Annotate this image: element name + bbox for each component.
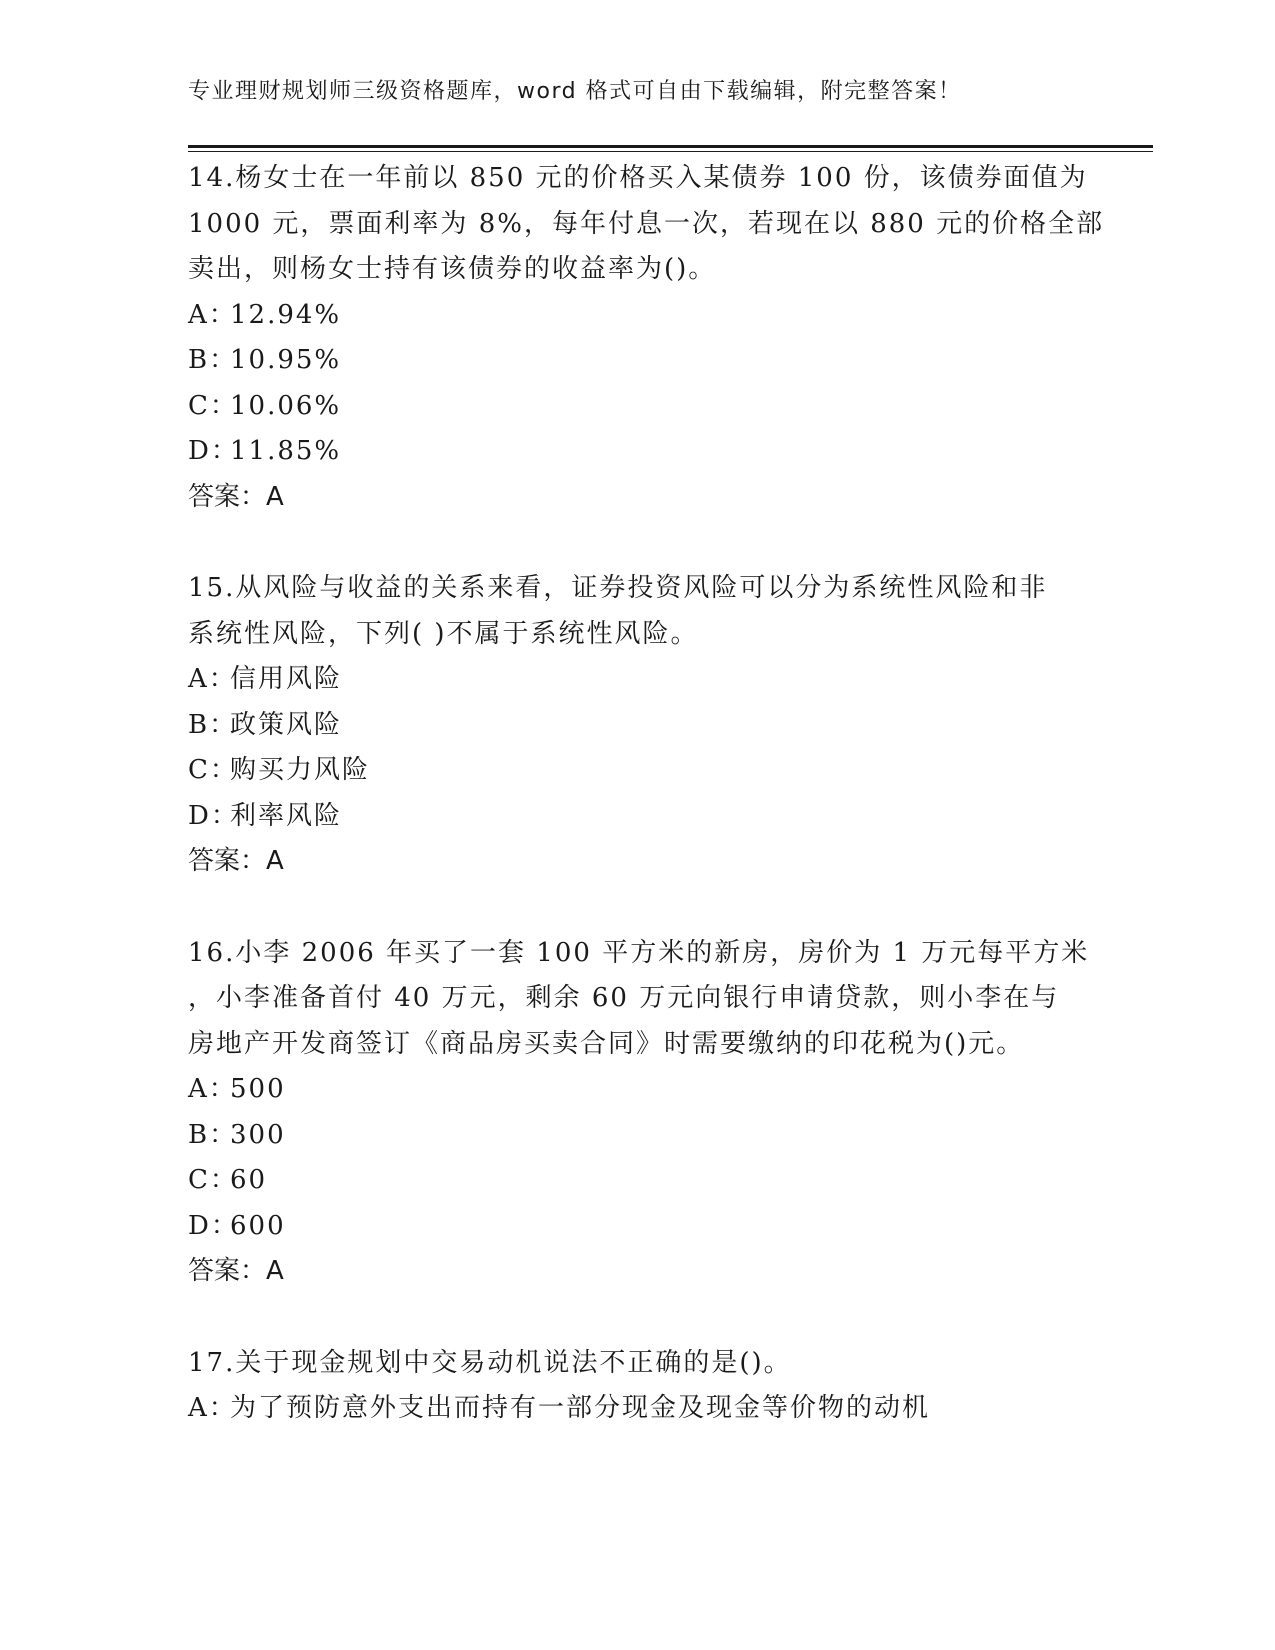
option-letter: B： bbox=[188, 709, 238, 740]
option-letter: A： bbox=[188, 1393, 237, 1423]
option-text: 10.95% bbox=[230, 345, 342, 375]
question-stem-line: 15.从风险与收益的关系来看，证券投资风险可以分为系统性风险和非 bbox=[188, 573, 1048, 603]
question-stem-line: 卖出，则杨女士持有该债券的收益率为()。 bbox=[188, 254, 717, 284]
option-text: 60 bbox=[230, 1165, 268, 1195]
option-text: 12.94% bbox=[230, 299, 342, 330]
option-text: 政策风险 bbox=[230, 709, 343, 740]
question-stem-line: ，小李准备首付 40 万元，剩余 60 万元向银行申请贷款，则小李在与 bbox=[188, 983, 1060, 1013]
option-letter: D： bbox=[188, 1210, 239, 1241]
option-letter: A： bbox=[188, 299, 237, 330]
answer-line: 答案：A bbox=[188, 1256, 284, 1286]
option-text: 11.85% bbox=[230, 436, 342, 466]
option-letter: A： bbox=[188, 1074, 237, 1104]
option-text: 利率风险 bbox=[230, 800, 343, 831]
option-b bbox=[188, 703, 1088, 749]
option-d bbox=[188, 1204, 1088, 1250]
option-d bbox=[188, 429, 1088, 475]
header-divider-thick bbox=[188, 145, 1153, 148]
option-letter: D： bbox=[188, 800, 239, 831]
answer-line: 答案：A bbox=[188, 481, 284, 512]
question-stem-line: 1000 元，票面利率为 8%，每年付息一次，若现在以 880 元的价格全部 bbox=[188, 208, 1105, 239]
header-divider-thin bbox=[188, 151, 1153, 152]
question-list bbox=[188, 156, 1105, 1478]
question-stem-line: 17.关于现金规划中交易动机说法不正确的是()。 bbox=[188, 1347, 792, 1378]
option-letter: B： bbox=[188, 1119, 238, 1150]
answer-line: 答案：A bbox=[188, 846, 284, 876]
question-16 bbox=[188, 931, 1088, 1295]
option-a bbox=[188, 1386, 1088, 1432]
option-letter: B： bbox=[188, 345, 238, 375]
question-stem-line: 16.小李 2006 年买了一套 100 平方米的新房，房价为 1 万元每平方米 bbox=[188, 937, 1090, 968]
question-stem-line: 系统性风险，下列( )不属于系统性风险。 bbox=[188, 618, 699, 649]
question-17 bbox=[188, 1341, 1088, 1432]
option-a bbox=[188, 657, 1088, 703]
option-text: 500 bbox=[230, 1074, 286, 1104]
option-text: 10.06% bbox=[230, 390, 342, 421]
option-c bbox=[188, 1158, 1088, 1204]
question-15 bbox=[188, 566, 1088, 885]
option-text: 300 bbox=[230, 1119, 286, 1150]
option-c bbox=[188, 748, 1088, 794]
page-header: 专业理财规划师三级资格题库，word 格式可自由下载编辑，附完整答案！ bbox=[188, 79, 962, 104]
option-letter: C： bbox=[188, 1165, 238, 1195]
option-b bbox=[188, 338, 1088, 384]
option-text: 购买力风险 bbox=[230, 755, 371, 785]
option-letter: A： bbox=[188, 664, 237, 694]
question-stem-line: 房地产开发商签订《商品房买卖合同》时需要缴纳的印花税为()元。 bbox=[188, 1028, 1025, 1059]
option-b bbox=[188, 1113, 1088, 1159]
option-text: 信用风险 bbox=[230, 664, 343, 694]
question-stem-line: 14.杨女士在一年前以 850 元的价格买入某债券 100 份，该债券面值为 bbox=[188, 163, 1088, 193]
option-letter: C： bbox=[188, 755, 238, 785]
option-letter: D： bbox=[188, 436, 239, 466]
option-c bbox=[188, 384, 1088, 430]
option-text: 为了预防意外支出而持有一部分现金及现金等价物的动机 bbox=[230, 1393, 931, 1423]
option-a bbox=[188, 1067, 1088, 1113]
question-14 bbox=[188, 156, 1105, 520]
option-a bbox=[188, 293, 1088, 339]
option-text: 600 bbox=[230, 1210, 286, 1241]
option-d bbox=[188, 794, 1088, 840]
option-letter: C： bbox=[188, 390, 238, 421]
